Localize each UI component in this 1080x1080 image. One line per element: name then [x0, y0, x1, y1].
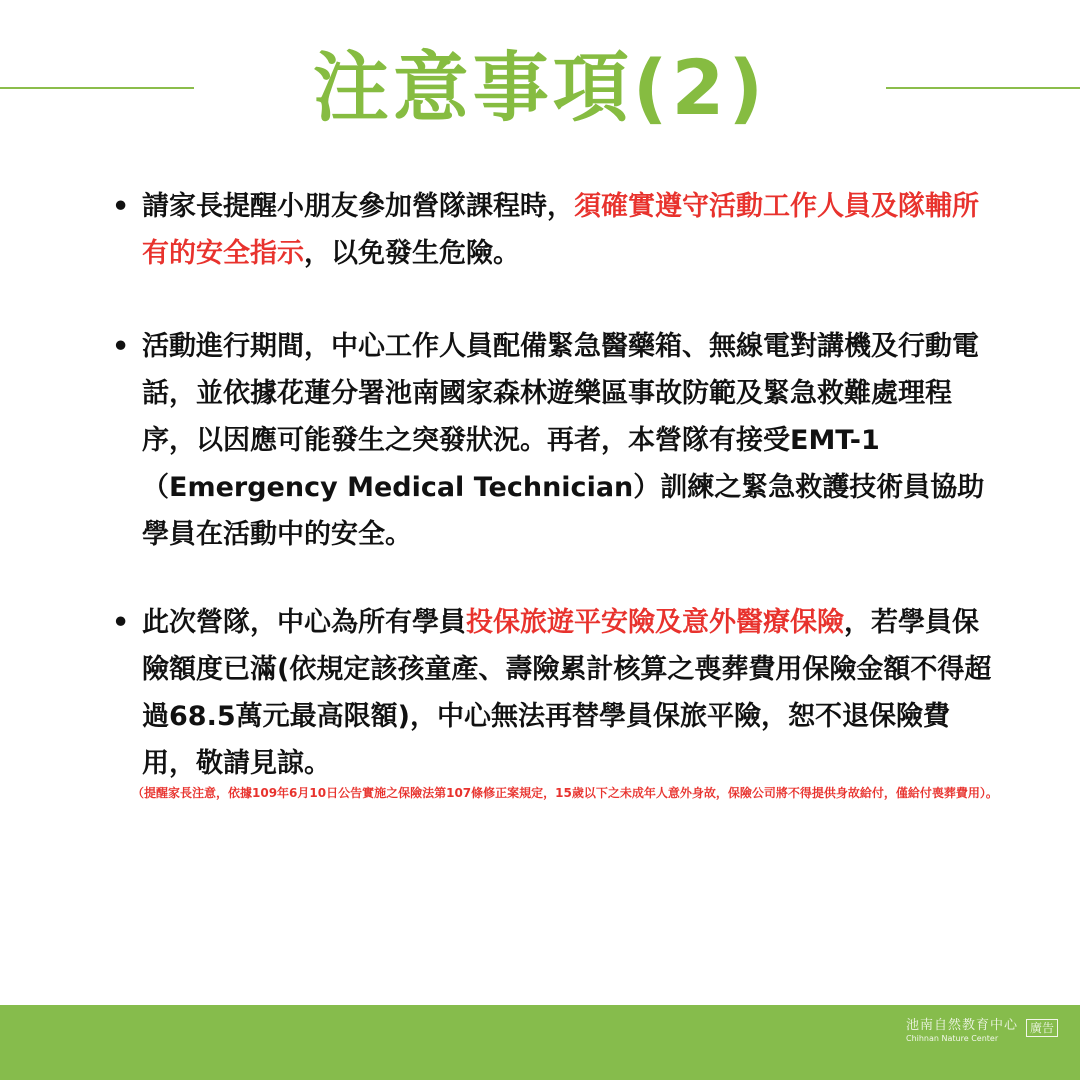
insurance-law-note: （提醒家長注意，依據109年6月10日公告實施之保險法第107條修正案規定，15歲以下之未成年人意外身故，保險公司將不得提供身故給付，僅給付喪葬費用）。 [132, 786, 998, 800]
brand-name-zh: 池南自然教育中心 [905, 1018, 1018, 1033]
notice-item-text: 請家長提醒小朋友參加營隊課程時，須確實遵守活動工作人員及隊輔所有的安全指示，以免發生危險。 [142, 191, 979, 269]
notice-item-3 [112, 599, 1002, 787]
page-title: 注意事項(2) [312, 43, 768, 132]
brand-name-en: Chihnan Nature Center [905, 1034, 999, 1043]
highlight-safety-instructions: 須確實遵守活動工作人員及隊輔所有的安全指示 [142, 191, 979, 269]
bullet-icon: • [112, 191, 130, 222]
bullet-icon: • [112, 607, 130, 638]
notice-item-text: 此次營隊，中心為所有學員投保旅遊平安險及意外醫療保險，若學員保險額度已滿(依規定該孩童產、壽險累計核算之喪葬費用保險金額不得超過68.5萬元最高限額)，中心無法再替學員保旅平險，恕不退保險費用，敬請見諒。 [142, 607, 992, 779]
notice-item-text: 活動進行期間，中心工作人員配備緊急醫藥箱、無線電對講機及行動電話，並依據花蓮分署池南國家森林遊樂區事故防範及緊急救難處理程序，以因應可能發生之突發狀況。再者，本營隊有接受EMT-1（Emergency Medical Technician）訓練之緊急救護技術員協助學員在活動中的安全。 [142, 331, 985, 550]
notice-item-1 [112, 183, 1002, 277]
ad-badge: 廣告 [1026, 1019, 1058, 1037]
brand-logo [906, 1018, 1018, 1044]
bullet-icon: • [112, 331, 130, 362]
notice-item-2 [112, 323, 1002, 558]
highlight-insurance: 投保旅遊平安險及意外醫療保險 [466, 607, 844, 638]
